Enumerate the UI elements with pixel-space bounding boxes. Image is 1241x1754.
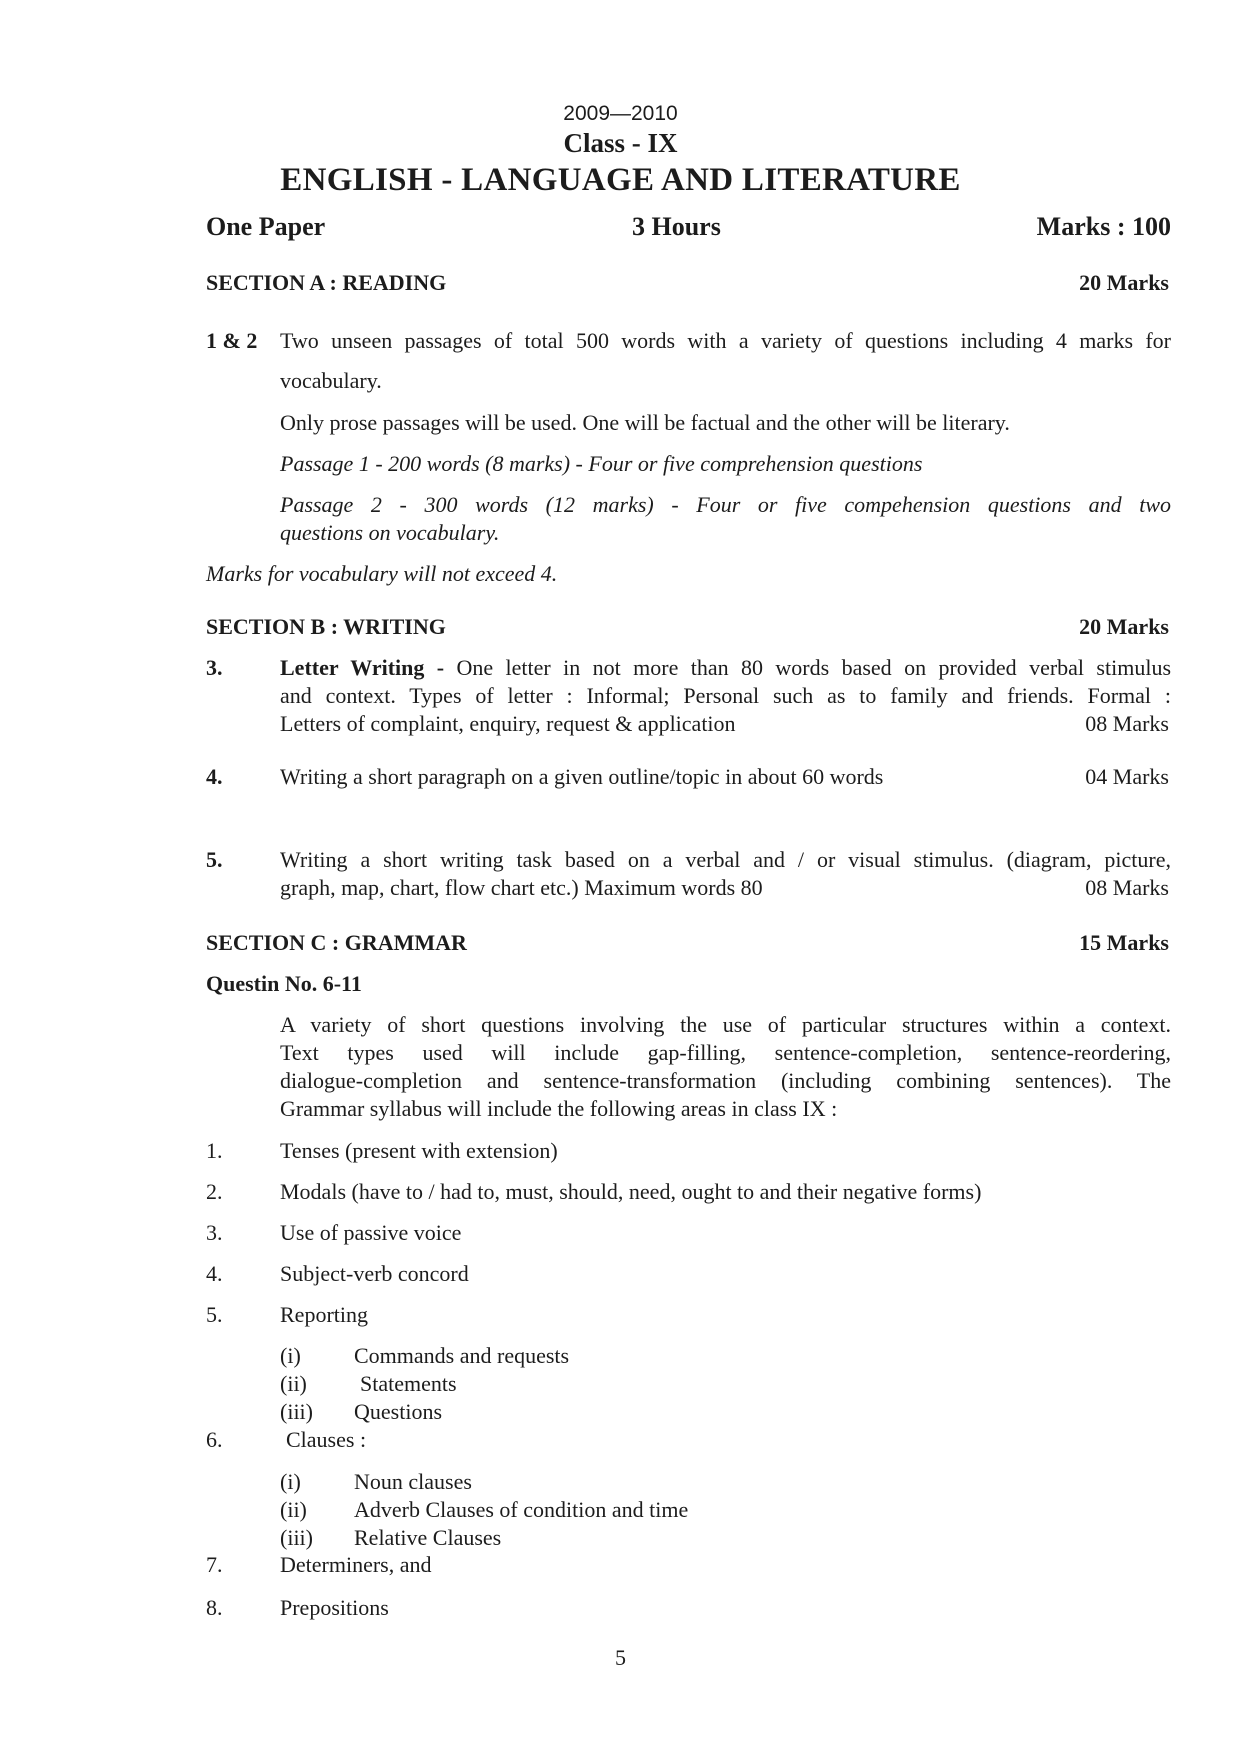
grammar-intro-line: dialogue-completion and sentence-transformation (including combining sentences). The xyxy=(280,1068,1171,1093)
prose-note: Only prose passages will be used. One will be factual and the other will be literary. xyxy=(280,410,1010,435)
section-a-marks: 20 Marks xyxy=(1079,270,1169,295)
list-item: Tenses (present with extension) xyxy=(280,1138,558,1163)
sub-number: (i) xyxy=(280,1469,301,1494)
letter-writing-lead: Letter Writing - xyxy=(280,655,445,680)
list-number: 5. xyxy=(206,1302,223,1327)
section-a-line2: vocabulary. xyxy=(280,368,382,393)
academic-year: 2009—2010 xyxy=(563,102,678,125)
list-item: Use of passive voice xyxy=(280,1220,462,1245)
list-item: Prepositions xyxy=(280,1595,389,1620)
section-b-marks: 20 Marks xyxy=(1079,614,1169,639)
list-number: 7. xyxy=(206,1552,223,1577)
list-number: 8. xyxy=(206,1595,223,1620)
sub-item: Adverb Clauses of condition and time xyxy=(354,1497,689,1522)
passage-1: Passage 1 - 200 words (8 marks) - Four or five comprehension questions xyxy=(280,451,923,476)
passage-2-line2: questions on vocabulary. xyxy=(280,520,500,545)
paper-count: One Paper xyxy=(206,212,326,241)
question-label: Questin No. 6-11 xyxy=(206,971,362,996)
list-number: 3. xyxy=(206,1220,223,1245)
list-number: 1. xyxy=(206,1138,223,1163)
item-number: 3. xyxy=(206,655,223,680)
list-number: 2. xyxy=(206,1179,223,1204)
letter-writing-line1-text: One letter in not more than 80 words based on provided verbal stimulus xyxy=(444,655,1172,680)
item-marks: 08 Marks xyxy=(1085,711,1169,736)
list-item: Clauses : xyxy=(286,1427,367,1452)
sub-item: Noun clauses xyxy=(354,1469,472,1494)
page-title: ENGLISH - LANGUAGE AND LITERATURE xyxy=(280,162,961,198)
sub-item: Relative Clauses xyxy=(354,1525,502,1550)
writing-task-line1: Writing a short writing task based on a verbal and / or visual stimulus. (diagram, picture, xyxy=(280,847,1171,872)
grammar-intro-line: Text types used will include gap-filling, sentence-completion, sentence-reordering, xyxy=(280,1040,1171,1065)
sub-number: (iii) xyxy=(280,1525,313,1550)
list-number: 4. xyxy=(206,1261,223,1286)
sub-item: Questions xyxy=(354,1399,442,1424)
grammar-intro-line: Grammar syllabus will include the following areas in class IX : xyxy=(280,1096,838,1121)
letter-writing-line1 xyxy=(280,654,1171,682)
list-item: Determiners, and xyxy=(280,1552,432,1577)
passage-2-line1: Passage 2 - 300 words (12 marks) - Four or five compehension questions and two xyxy=(280,492,1171,517)
item-marks: 08 Marks xyxy=(1085,875,1169,900)
total-marks: Marks : 100 xyxy=(1036,212,1171,241)
section-a-line1: Two unseen passages of total 500 words with a variety of questions including 4 marks for xyxy=(280,328,1171,353)
sub-number: (ii) xyxy=(280,1371,307,1396)
sub-number: (i) xyxy=(280,1343,301,1368)
page-number: 5 xyxy=(615,1645,626,1670)
sub-number: (ii) xyxy=(280,1497,307,1522)
writing-task-line2: graph, map, chart, flow chart etc.) Maximum words 80 xyxy=(280,875,763,900)
section-c-marks: 15 Marks xyxy=(1079,930,1169,955)
letter-writing-line3: Letters of complaint, enquiry, request & application xyxy=(280,711,736,736)
vocabulary-note: Marks for vocabulary will not exceed 4. xyxy=(206,561,558,586)
sub-item: Statements xyxy=(360,1371,457,1396)
duration: 3 Hours xyxy=(632,212,721,241)
list-item: Modals (have to / had to, must, should, need, ought to and their negative forms) xyxy=(280,1179,982,1204)
class-label: Class - IX xyxy=(563,128,678,158)
question-number: 1 & 2 xyxy=(206,328,258,353)
grammar-intro-line: A variety of short questions involving the use of particular structures within a context. xyxy=(280,1012,1171,1037)
sub-item: Commands and requests xyxy=(354,1343,570,1368)
list-number: 6. xyxy=(206,1427,223,1452)
section-b-title: SECTION B : WRITING xyxy=(206,614,446,639)
section-a-title: SECTION A : READING xyxy=(206,270,447,295)
paragraph-writing: Writing a short paragraph on a given outline/topic in about 60 words xyxy=(280,764,884,789)
section-c-title: SECTION C : GRAMMAR xyxy=(206,930,467,955)
list-item: Reporting xyxy=(280,1302,368,1327)
item-marks: 04 Marks xyxy=(1085,764,1169,789)
letter-writing-line2: and context. Types of letter : Informal; Personal such as to family and friends. Formal : xyxy=(280,683,1171,708)
item-number: 5. xyxy=(206,847,223,872)
sub-number: (iii) xyxy=(280,1399,313,1424)
list-item: Subject-verb concord xyxy=(280,1261,469,1286)
item-number: 4. xyxy=(206,764,223,789)
